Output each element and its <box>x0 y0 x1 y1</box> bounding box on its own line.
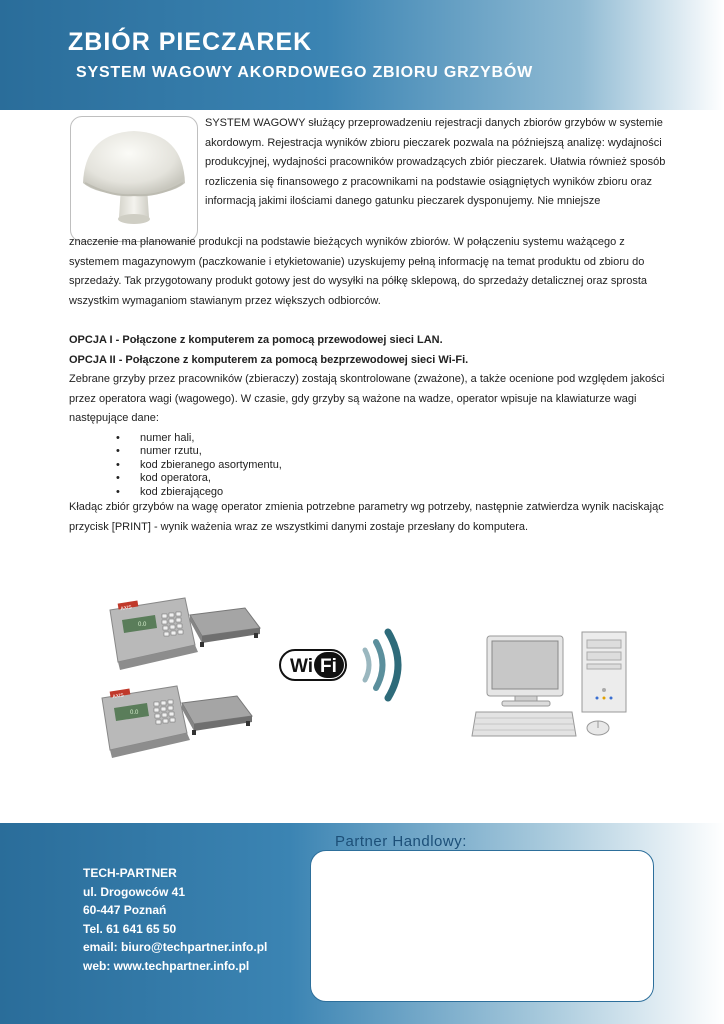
option-wifi: OPCJA II - Połączone z komputerem za pomocą bezprzewodowej sieci Wi-Fi. <box>69 354 469 366</box>
scale-terminal-icon <box>102 686 190 758</box>
svg-text:0.0: 0.0 <box>130 710 139 716</box>
computer-icon <box>472 632 626 736</box>
street-address: ul. Drogowców 41 <box>83 884 186 899</box>
company-name: TECH-PARTNER <box>83 866 177 880</box>
website-address: web: www.techpartner.info.pl <box>83 958 250 973</box>
scale-platform-icon <box>182 696 252 735</box>
intro-paragraph-bottom: znaczenie ma planowanie produkcji na podstawie bieżących wyników zbiorów. W połączeniu systemu ważącego z systemem magazynowym (paczkowanie i etykietowanie) uzyskujemy pełną informację na temat produktu od zbioru do sprzedaży. Tak przygotowany produkt gotowy jest do wysyłki na półkę sklepową, do sprzedaży detalicznej oraz sprosta wszystkim wymaganiom stawianym przez większych odbiorców. <box>69 236 647 307</box>
svg-text:Fi: Fi <box>320 656 337 677</box>
phone-number: Tel. 61 641 65 50 <box>83 921 177 936</box>
scale-terminal-icon <box>110 598 198 670</box>
mushroom-image <box>70 116 198 242</box>
svg-text:AXIS: AXIS <box>112 692 125 701</box>
mushroom-icon <box>71 117 197 241</box>
wireless-signal-icon <box>365 632 398 698</box>
intro-paragraph-top: SYSTEM WAGOWY służący przeprowadzeniu rejestracji danych zbiorów grzybów w systemie akordowym. Rejestracja wyników zbioru pieczarek pozwala na późniejszą analizę: wydajności produkcyjnej, wydajności pracowników prowadzących zbiór pieczarek. Ułatwia również sposób rozliczenia się finansowego z pracownikami na podstawie osiągniętych wyników zbioru oraz informacją jakimi ilościami danego gatunku pieczarek dysponujemy. Nie mniejsze <box>205 117 666 207</box>
page-subtitle: SYSTEM WAGOWY AKORDOWEGO ZBIORU GRZYBÓW <box>76 64 533 81</box>
header-banner <box>0 0 724 110</box>
city-address: 60-447 Poznań <box>83 903 167 917</box>
final-paragraph: Kładąc zbiór grzybów na wagę operator zmienia potrzebne parametry wg potrzeby, następnie zatwierdza wynik naciskając przycisk [PRINT] - wynik ważenia wraz ze wszystkimi danymi zostaje przesłany do komputera. <box>69 501 664 533</box>
svg-text:AXIS: AXIS <box>120 604 133 613</box>
list-item: • kod zbierającego <box>108 486 282 499</box>
svg-text:0.0: 0.0 <box>138 622 147 628</box>
scale-platform-icon <box>190 608 260 647</box>
data-fields-list <box>108 432 282 499</box>
list-item: • numer hali, <box>108 432 282 445</box>
list-item: • numer rzutu, <box>108 445 282 458</box>
list-item: • kod operatora, <box>108 472 282 485</box>
description-paragraph: Zebrane grzyby przez pracowników (zbieraczy) zostają skontrolowane (zważone), a także ocenione pod względem jakości przez operatora wagi (wagowego). W czasie, gdy grzyby są ważone na wadze, operator wpisuje na klawiaturze wagi następujące dane: <box>69 373 665 424</box>
partner-label: Partner Handlowy: <box>335 833 467 850</box>
option-lan: OPCJA I - Połączone z komputerem za pomocą przewodowej sieci LAN. <box>69 334 443 346</box>
list-item: • kod zbieranego asortymentu, <box>108 459 282 472</box>
email-address: email: biuro@techpartner.info.pl <box>83 940 268 954</box>
svg-text:Wi: Wi <box>290 656 314 677</box>
page-title: ZBIÓR PIECZAREK <box>68 28 313 56</box>
partner-box <box>310 850 654 1002</box>
contact-block <box>83 864 267 975</box>
system-illustration <box>90 590 650 760</box>
wifi-logo-icon <box>280 650 346 680</box>
